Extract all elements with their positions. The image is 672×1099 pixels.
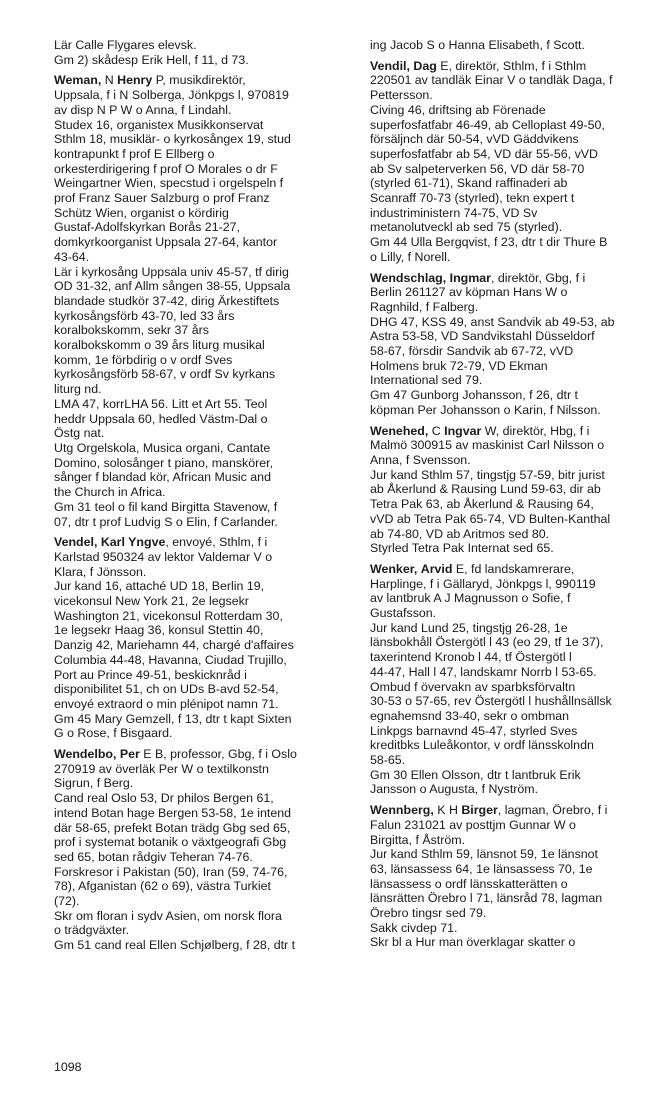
biography-entry — [54, 535, 352, 741]
entry-paragraph: Gm 31 teol o fil kand Birgitta Stavenow, f 07, dtr t prof Ludvig S o Elin, f Carlander. — [54, 499, 278, 529]
entry-heading — [370, 424, 668, 468]
entry-heading-details: E B, professor, Gbg, f i Oslo 270919 av överläk Per W o textilkonstn Sigrun, f Berg. — [54, 747, 297, 791]
entry-surname: Wenehed, — [370, 423, 429, 438]
entry-heading-details: , direktör, Gbg, f i Berlin 261127 av köpman Hans W o Ragnhild, f Falberg. — [370, 270, 586, 314]
entry-paragraph: LMA 47, korrLHA 56. Litt et Art 55. Teol heddr Uppsala 60, hedled Västm-Dal o Östg nat. — [54, 396, 268, 441]
entry-paragraph: Jur kand Sthlm 59, länsnot 59, 1e länsnot 63, länsassess 64, 1e länsassess 70, 1e länsassess o ordf länsskatterätten o länsrätten Örebro l 71, länsråd 78, lagman Örebro tingsr sed 79. — [370, 847, 603, 921]
entry-paragraph: Skr om floran i sydv Asien, om norsk flora o trädgväxter. — [54, 908, 282, 938]
biography-entry — [370, 562, 668, 797]
biography-entry — [370, 59, 668, 265]
page-number: 1098 — [54, 1060, 82, 1074]
entry-surname: Weman, — [54, 73, 102, 88]
entry-heading-details: E, fd landskamrerare, Harplinge, f i Gällaryd, Jönkpgs l, 990119 av lantbruk A J Magnusson o Sofie, f Gustafsson. — [370, 561, 596, 621]
entry-paragraph: Skr bl a Hur man överklagar skatter o — [370, 935, 576, 950]
entry-paragraph: Gm 51 cand real Ellen Schjølberg, f 28, dtr t — [54, 938, 296, 953]
biography-entry — [370, 271, 668, 418]
biography-entry — [54, 747, 352, 953]
right-column — [370, 38, 668, 953]
entry-heading-details: , lagman, Örebro, f i Falun 231021 av posttjm Gunnar W o Birgitta, f Åström. — [370, 803, 608, 847]
entry-given-name: Ingmar — [449, 270, 491, 285]
left-column — [54, 38, 352, 956]
entry-heading-details: E, direktör, Sthlm, f i Sthlm 220501 av tandläk Einar V o tandläk Daga, f Pettersson. — [370, 58, 613, 103]
entry-heading — [370, 803, 668, 847]
entry-given-name: Ingvar — [444, 423, 482, 438]
entry-heading — [370, 59, 668, 103]
entry-initials: C — [428, 423, 445, 438]
entry-paragraph: Styrled Tetra Pak Internat sed 65. — [370, 541, 554, 556]
entry-heading — [370, 562, 668, 621]
entry-surname: Wendelbo, — [54, 747, 117, 762]
entry-paragraph: Gm 2) skådesp Erik Hell, f 11, d 73. — [54, 52, 249, 67]
entry-given-name: Per — [119, 747, 140, 762]
entry-heading — [54, 73, 352, 117]
entry-given-name: Arvid — [420, 561, 453, 576]
entry-surname: Wennberg, — [370, 803, 434, 818]
biography-entry — [54, 38, 352, 67]
entry-paragraph: Forskresor i Pakistan (50), Iran (59, 74-76, 78), Afganistan (62 o 69), västra Turkiet (72). — [54, 864, 288, 909]
entry-given-name: Dag — [413, 58, 437, 73]
entry-given-name: Henry — [117, 73, 153, 88]
entry-paragraph: Gm 30 Ellen Olsson, dtr t lantbruk Erik Jansson o Augusta, f Nyström. — [370, 767, 581, 797]
entry-heading-details: P, musikdirektör, Uppsala, f i N Solberga, Jönkpgs l, 970819 av disp N P W o Anna, f Lindahl. — [54, 73, 289, 117]
entry-paragraph: Jur kand 16, attaché UD 18, Berlin 19, vicekonsul New York 21, 2e legsekr Washington 21, vicekonsul Rotterdam 30, 1e legsekr Haag 36, konsul Stettin 40, Danzig 42, Mariehamn 44, chargé d'affaires Columbia 44-48, Havanna, Ciudad Trujillo, Port au Prince 49-51, beskicknråd i disponibilitet 51, ch on UDs B-avd 52-54, envoyé extraord o min plénipot namn 71. — [54, 579, 294, 711]
entry-initials: N — [101, 73, 118, 88]
entry-initials: K H — [433, 803, 462, 818]
biography-entry — [370, 38, 668, 53]
biography-entry — [54, 73, 352, 529]
entry-heading — [370, 271, 668, 315]
entry-paragraph: Jur kand Lund 25, tingstjg 26-28, 1e länsbokhåll Östergötl l 43 (eo 29, tf 1e 37), taxerintend Kronob l 44, tf Östergötl l 44-47, Hall l 47, landskamr Norrb l 53-65. — [370, 620, 604, 679]
entry-paragraph: Lär Calle Flygares elevsk. — [54, 38, 197, 52]
entry-paragraph: Utg Orgelskola, Musica organi, Cantate Domino, solosånger t piano, manskörer, sånger f blandad kör, African Music and the Church in Africa. — [54, 440, 274, 500]
entry-paragraph: Civing 46, driftsing ab Förenade superfosfatfabr 46-49, ab Celloplast 49-50, försäljnch där 50-54, vVD Gäddvikens superfosfatfabr ab 54, VD där 55-56, vVD ab Sv salpeterverken 56, VD där 58-70 (styrled 61-71), Skand raffinaderi ab Scanraff 70-73 (styrled), tekn expert t industriministern 74-75, VD Sv metanolutveckl ab sed 75 (styrled). — [370, 102, 605, 235]
entry-paragraph: Gm 44 Ulla Bergqvist, f 23, dtr t dir Thure B o Lilly, f Norell. — [370, 235, 608, 264]
entry-paragraph: Cand real Oslo 53, Dr philos Bergen 61, intend Botan hage Bergen 53-58, 1e intend där 58-65, prefekt Botan trädg Gbg sed 65, prof i systemat botanik o växtgeografi Gbg sed 65, botan rådgiv Teheran 74-76. — [54, 791, 291, 864]
entry-surname: Vendil, — [370, 58, 410, 73]
entry-given-name: Birger — [461, 803, 498, 818]
biography-entry — [370, 803, 668, 950]
entry-paragraph: Studex 16, organistex Musikkonservat Sthlm 18, musiklär- o kyrkosångex 19, stud kontrapunkt f prof E Ellberg o orkesterdirigering f prof O Morales o dr F Weingartner Wien, specstud i orgelspeln f prof Franz Sauer Salzburg o prof Franz Schütz Wien, organist o kördirig Gustaf-Adolfskyrkan Borås 21-27, domkyrkoorganist Uppsala 27-64, kantor 43-64. — [54, 117, 291, 264]
entry-paragraph: Gm 47 Gunborg Johansson, f 26, dtr t köpman Per Johansson o Karin, f Nilsson. — [370, 388, 601, 417]
entry-paragraph: DHG 47, KSS 49, anst Sandvik ab 49-53, ab Astra 53-58, VD Sandvikstahl Düsseldorf 58-67, försdir Sandvik ab 67-72, vVD Holmens bruk 72-79, VD Ekman International sed 79. — [370, 314, 615, 388]
entry-paragraph: Sakk civdep 71. — [370, 920, 458, 935]
entry-heading-details: , envoyé, Sthlm, f i Karlstad 950324 av lektor Valdemar V o Klara, f Jönsson. — [54, 535, 273, 579]
biography-entry — [370, 424, 668, 556]
entry-given-name: Karl Yngve — [100, 535, 166, 550]
entry-surname: Vendel, — [54, 535, 98, 550]
entry-heading — [54, 535, 352, 579]
entry-heading — [54, 747, 352, 791]
entry-heading-details: W, direktör, Hbg, f i Malmö 300915 av maskinist Carl Nilsson o Anna, f Svensson. — [370, 423, 605, 467]
entry-paragraph: Gm 45 Mary Gemzell, f 13, dtr t kapt Sixten G o Rose, f Bisgaard. — [54, 711, 292, 741]
entry-surname: Wenker, — [370, 561, 418, 576]
entry-paragraph: Jur kand Sthlm 57, tingstjg 57-59, bitr jurist ab Åkerlund & Rausing Lund 59-63, dir ab Tetra Pak 63, ab Åkerlund & Rausing 64, vVD ab Tetra Pak 65-74, VD Bulten-Kanthal ab 74-80, VD ab Aritmos sed 80. — [370, 467, 611, 541]
entry-paragraph: ing Jacob S o Hanna Elisabeth, f Scott. — [370, 38, 585, 52]
entry-paragraph: Lär i kyrkosång Uppsala univ 45-57, tf dirig OD 31-32, anf Allm sången 38-55, Uppsala blandade studkör 37-42, dirig Ärkestiftets kyrkosångsförb 43-70, led 33 års koralbokskomm, sekr 37 års koralbokskomm o 39 års liturg musikal komm, 1e förbdirig o v ordf Sves kyrkosångsförb 58-67, v ordf Sv kyrkans liturg nd. — [54, 264, 291, 397]
entry-paragraph: Ombud f övervakn av sparbksförvaltn 30-53 o 57-65, rev Östergötl l hushållnsällsk egnahemsnd 33-40, sekr o ombman Linkpgs barnavnd 45-47, styrled Sves kreditbks Luleåkontor, v ordf länsskolndn 58-65. — [370, 679, 612, 768]
entry-surname: Wendschlag, — [370, 270, 447, 285]
